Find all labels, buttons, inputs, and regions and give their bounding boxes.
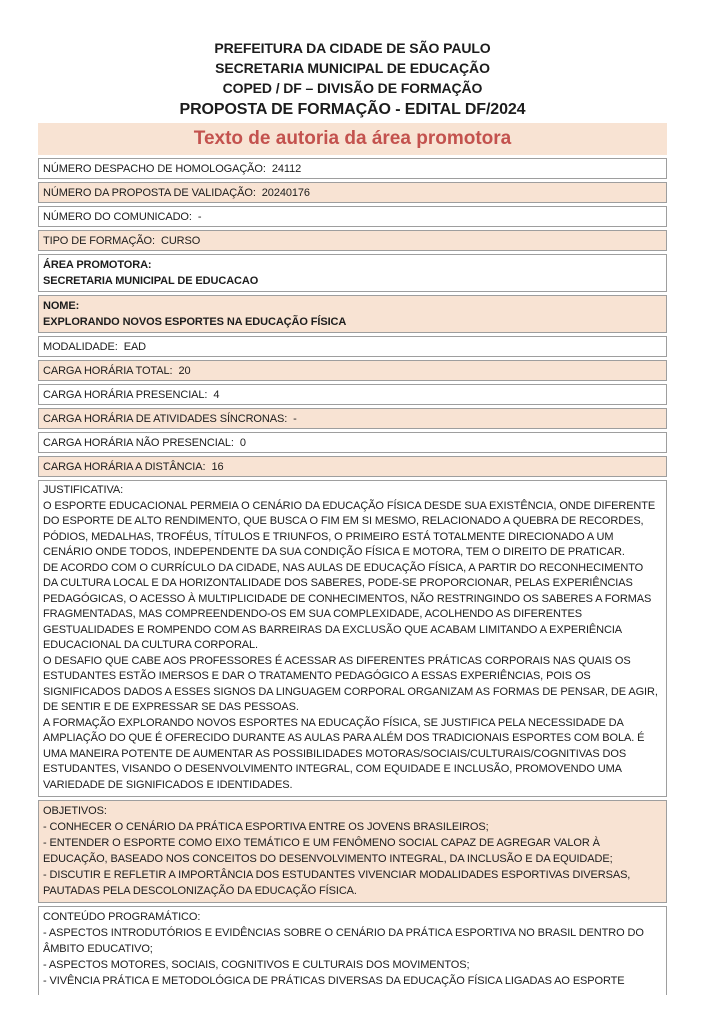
header-line-coped: COPED / DF – DIVISÃO DE FORMAÇÃO [222,80,483,96]
conteudo-item: - ASPECTOS MOTORES, SOCIAIS, COGNITIVOS E CULTURAIS DOS MOVIMENTOS; [43,959,470,971]
section-objetivos [38,800,667,903]
field-label: TIPO DE FORMAÇÃO: [43,234,155,247]
justificativa-paragraph: A FORMAÇÃO EXPLORANDO NOVOS ESPORTES NA EDUCAÇÃO FÍSICA, SE JUSTIFICA PELA NECESSIDADE DA AMPLIAÇÃO DO QUE É OFERECIDO DURANTE AS AULAS PARA ALÉM DOS TRADICIONAIS ESPORTES COM BOLA. É UMA MANEIRA POTENTE DE AUMENTAR AS POSSIBILIDADES MOTORAS/SOCIAIS/CULTURAIS/COGNITIVAS DOS ESTUDANTES, VISANDO O DESENVOLVIMENTO INTEGRAL, COM EQUIDADE E INCLUSÃO, PROMOVENDO UMA VARIEDADE DE SIGNIFICADOS E IDENTIDADES. [43,716,645,791]
field-value: EXPLORANDO NOVOS ESPORTES NA EDUCAÇÃO FÍSICA [43,316,347,328]
field-label: NÚMERO DA PROPOSTA DE VALIDAÇÃO: [43,186,256,199]
section-title: JUSTIFICATIVA: [43,484,124,496]
field-carga-horaria-sincronas [38,408,667,429]
conteudo-item: - ASPECTOS INTRODUTÓRIOS E EVIDÊNCIAS SOBRE O CENÁRIO DA PRÁTICA ESPORTIVA NO BRASIL DENTRO DO ÂMBITO EDUCATIVO; [43,927,644,955]
field-value: - [293,412,297,425]
field-numero-despacho [38,158,667,179]
justificativa-paragraph: O DESAFIO QUE CABE AOS PROFESSORES É ACESSAR AS DIFERENTES PRÁTICAS CORPORAIS NAS QUAIS OS ESTUDANTES ESTÃO IMERSOS E DAR O TRATAMENTO PEDAGÓGICO A ESSAS EXPERIÊNCIAS, POIS OS SIGNIFICADOS DADOS A ESSES SIGNOS DA LINGUAGEM CORPORAL ORGANIZAM AS FORMAS DE PENSAR, DE AGIR, DE SENTIR E DE EXPRESSAR SE DAS PESSOAS. [43,654,658,713]
section-title: CONTEÚDO PROGRAMÁTICO: [43,911,201,923]
field-nome [38,295,667,333]
field-label: NÚMERO DESPACHO DE HOMOLOGAÇÃO: [43,162,266,175]
field-label: NÚMERO DO COMUNICADO: [43,210,192,223]
field-value: CURSO [160,234,201,247]
conteudo-item: - VIVÊNCIA PRÁTICA E METODOLÓGICA DE PRÁTICAS DIVERSAS DA EDUCAÇÃO FÍSICA LIGADAS AO ESPORTE [43,975,625,987]
field-value: SECRETARIA MUNICIPAL DE EDUCACAO [43,275,259,287]
field-label: CARGA HORÁRIA DE ATIVIDADES SÍNCRONAS: [43,412,288,425]
objetivo-item: - CONHECER O CENÁRIO DA PRÁTICA ESPORTIVA ENTRE OS JOVENS BRASILEIROS; [43,821,489,833]
field-value: 20 [178,364,191,377]
field-value: 20240176 [261,186,310,199]
field-value: 24112 [271,162,302,175]
field-label: MODALIDADE: [43,340,118,353]
field-carga-horaria-total [38,360,667,381]
field-area-promotora [38,254,667,292]
section-title: OBJETIVOS: [43,805,107,817]
header-line-proposta: PROPOSTA DE FORMAÇÃO - EDITAL DF/2024 [179,101,526,118]
objetivo-item: - ENTENDER O ESPORTE COMO EIXO TEMÁTICO E UM FENÔMENO SOCIAL CAPAZ DE AGREGAR VALOR À EDUCAÇÃO, BASEADO NOS CONCEITOS DO DESENVOLVIMENTO INTEGRAL, DA INCLUSÃO E DA EQUIDADE; [43,837,613,865]
field-label: CARGA HORÁRIA NÃO PRESENCIAL: [43,436,234,449]
header-line-prefeitura: PREFEITURA DA CIDADE DE SÃO PAULO [214,40,491,56]
justificativa-paragraph: O ESPORTE EDUCACIONAL PERMEIA O CENÁRIO DA EDUCAÇÃO FÍSICA DESDE SUA EXISTÊNCIA, ONDE DIFERENTE DO ESPORTE DE ALTO RENDIMENTO, QUE BUSCA O FIM EM SI MESMO, RELACIONADO A QUEBRA DE RECORDES, PÓDIOS, MEDALHAS, TROFÉUS, TÍTULOS E TRIUNFOS, O PRIMEIRO ESTÁ TOTALMENTE DIRECIONADO A UM CENÁRIO ONDE TODOS, INDEPENDENTE DA SUA CONDIÇÃO FÍSICA E MOTORA, TEM O DIREITO DE PRATICAR. [43,499,656,558]
field-numero-comunicado [38,206,667,227]
field-label: CARGA HORÁRIA PRESENCIAL: [43,388,208,401]
field-value: - [197,210,202,223]
field-carga-horaria-nao-presencial [38,432,667,453]
document-header [38,38,667,121]
field-value: EAD [123,340,147,353]
field-carga-horaria-distancia [38,456,667,477]
field-carga-horaria-presencial [38,384,667,405]
field-value: 16 [211,460,224,473]
field-label: CARGA HORÁRIA A DISTÂNCIA: [43,460,206,473]
section-conteudo-programatico [38,906,667,995]
field-label: NOME: [43,300,80,312]
field-label: ÁREA PROMOTORA: [43,259,152,271]
field-rows [38,158,667,477]
field-value: 4 [213,388,220,401]
field-numero-proposta [38,182,667,203]
header-line-secretaria: SECRETARIA MUNICIPAL DE EDUCAÇÃO [215,60,490,76]
banner-texto-autoria: Texto de autoria da área promotora [38,123,667,155]
field-modalidade [38,336,667,357]
justificativa-paragraph: DE ACORDO COM O CURRÍCULO DA CIDADE, NAS AULAS DE EDUCAÇÃO FÍSICA, A PARTIR DO RECONHECIMENTO DA CULTURA LOCAL E DA HORIZONTALIDADE DOS SABERES, PODE-SE PROPORCIONAR, PELAS EXPERIÊNCIAS PEDAGÓGICAS, O ACESSO À MULTIPLICIDADE DE CONHECIMENTOS, NÃO RESTRINGINDO OS SABERES A FORMAS FRAGMENTADAS, MAS COMPREENDENDO-OS EM SUA COMPLEXIDADE, ACOLHENDO AS DIFERENTES GESTUALIDADES E ROMPENDO COM AS BARREIRAS DA EXCLUSÃO QUE ACABAM LIMITANDO A EXPERIÊNCIA EDUCACIONAL DA CULTURA CORPORAL. [43,561,652,651]
field-tipo-formacao [38,230,667,251]
field-label: CARGA HORÁRIA TOTAL: [43,364,173,377]
objetivo-item: - DISCUTIR E REFLETIR A IMPORTÂNCIA DOS ESTUDANTES VIVENCIAR MODALIDADES ESPORTIVAS DIVERSAS, PAUTADAS PELA DESCOLONIZAÇÃO DA EDUCAÇÃO FÍSICA. [43,869,631,897]
section-justificativa [38,480,667,797]
field-value: 0 [239,436,246,449]
